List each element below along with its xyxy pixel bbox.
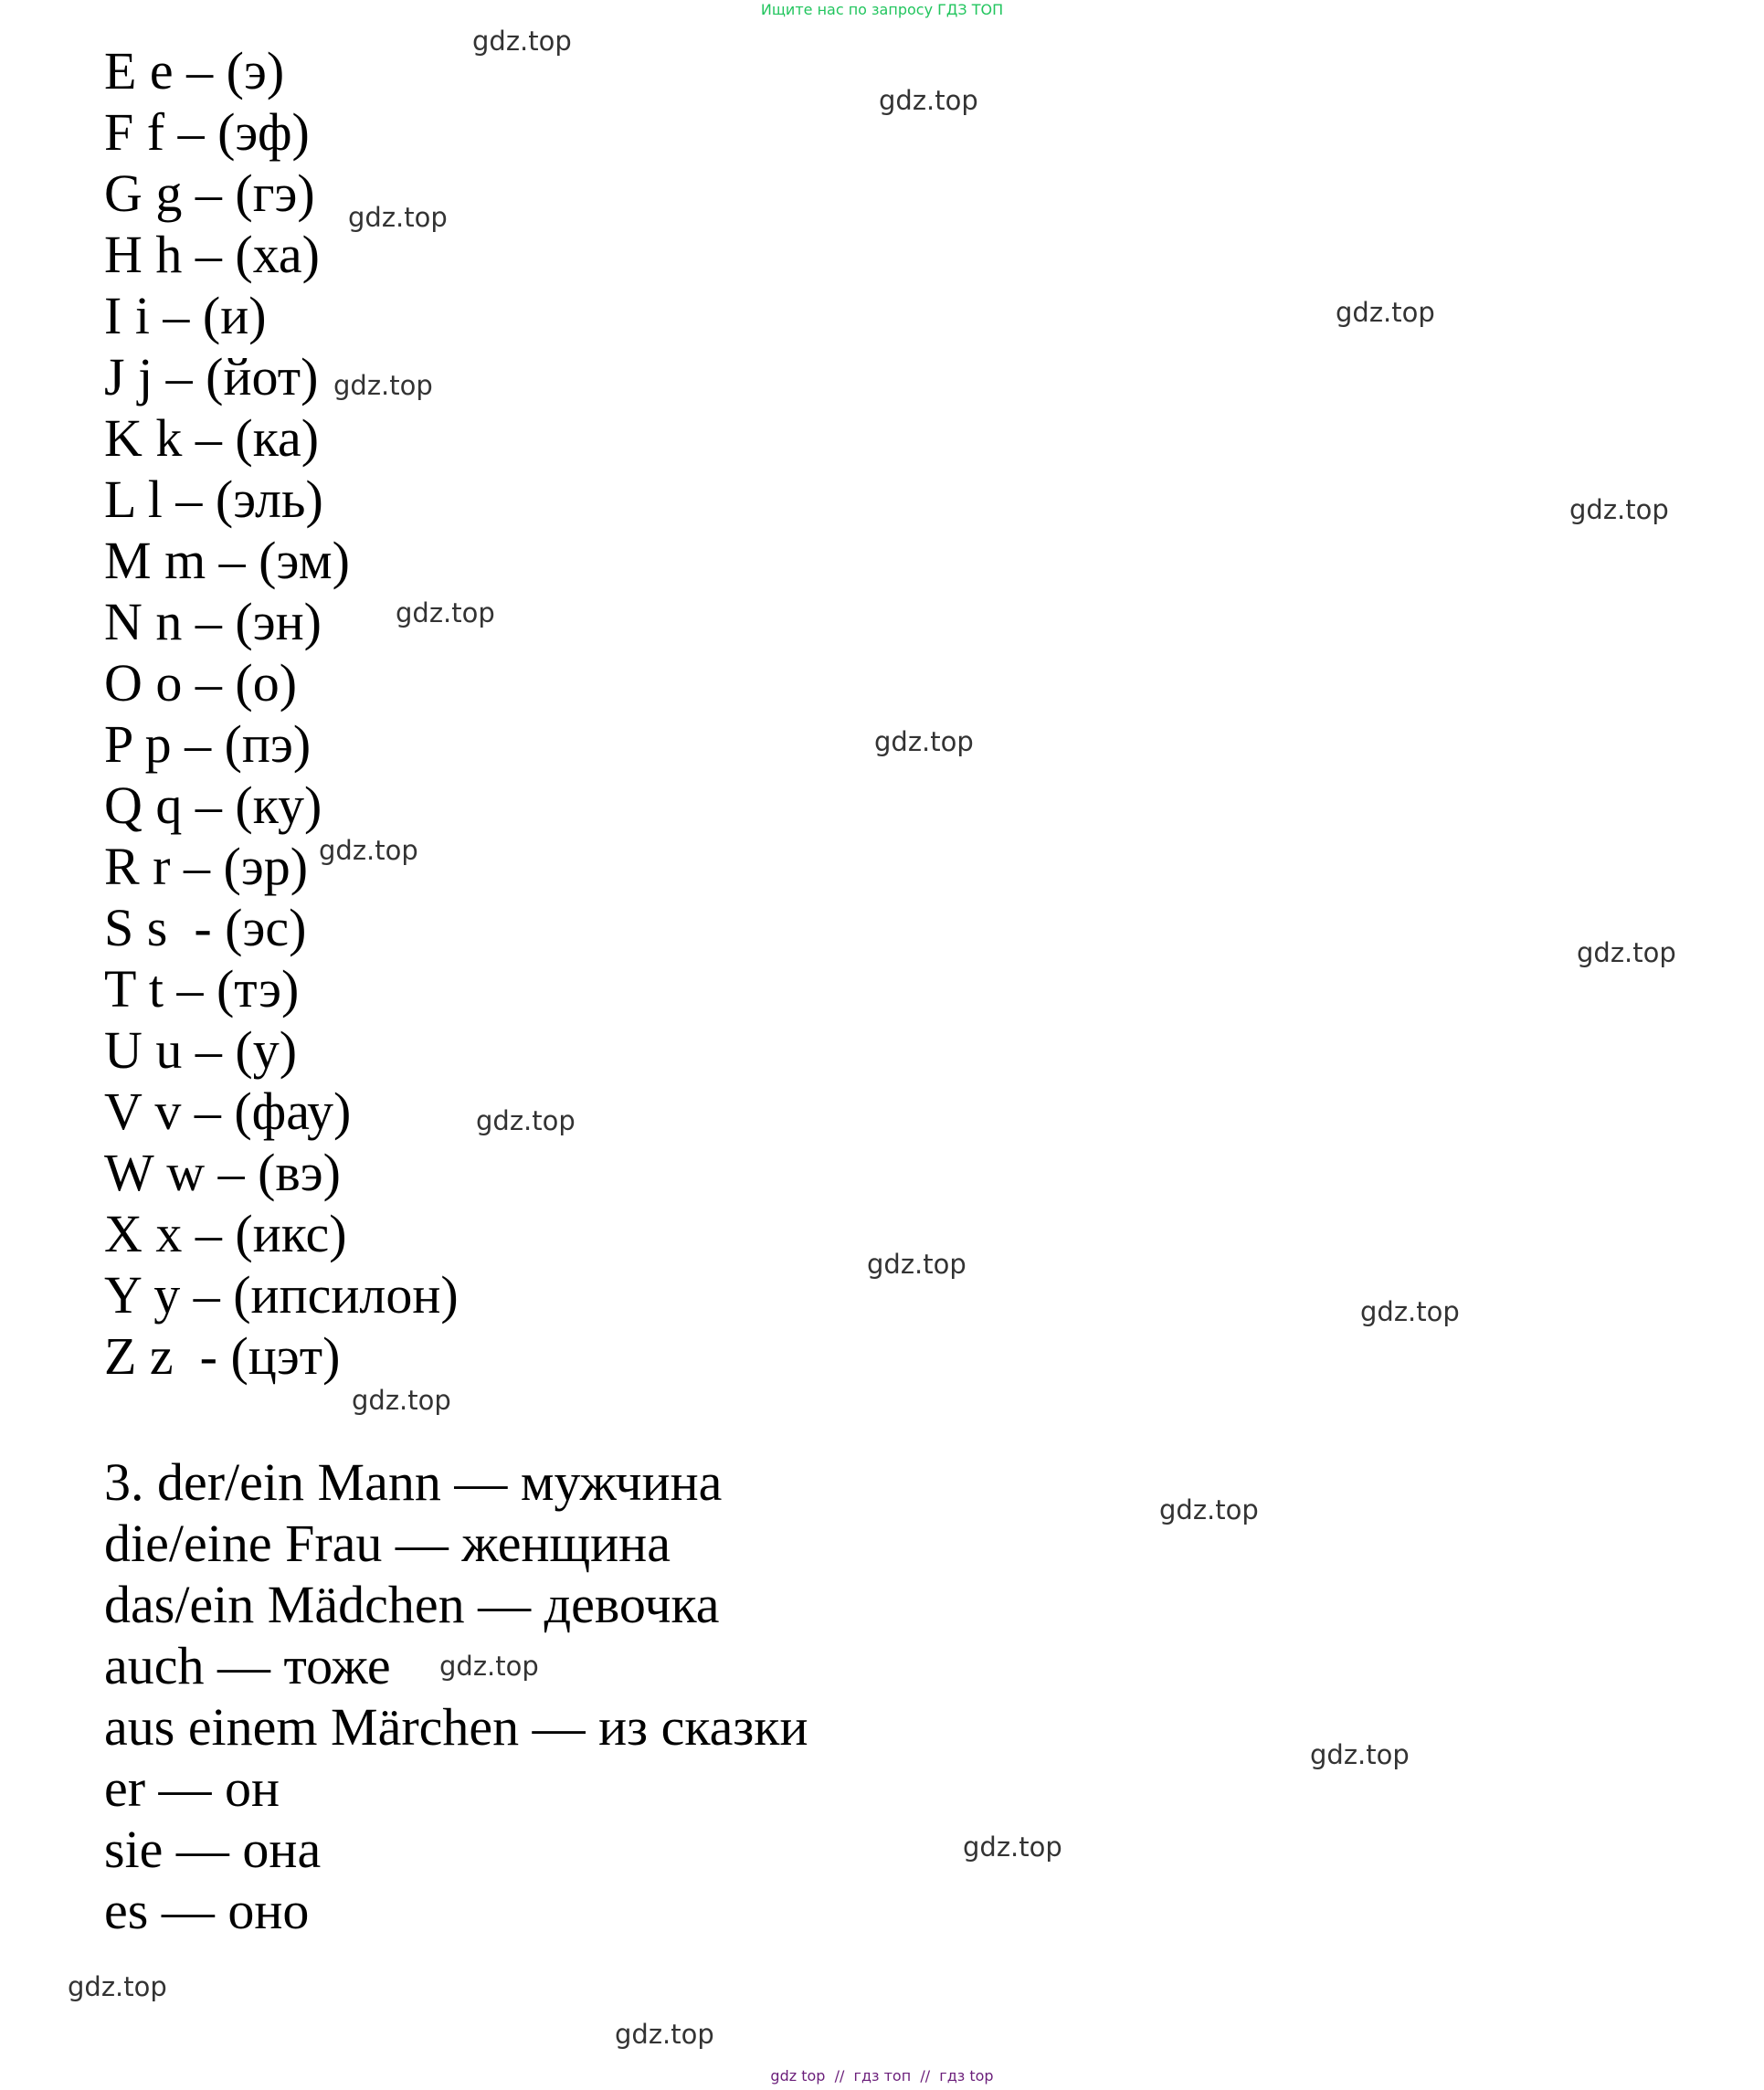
top-banner[interactable]: Ищите нас по запросу ГДЗ ТОП (760, 1, 1004, 18)
alphabet-line: P p – (пэ) (104, 714, 312, 774)
watermark: gdz.top (476, 1105, 576, 1136)
watermark: gdz.top (352, 1385, 451, 1416)
alphabet-line: N n – (эн) (104, 592, 322, 651)
watermark: gdz.top (396, 597, 495, 628)
watermark: gdz.top (1360, 1296, 1460, 1327)
watermark: gdz.top (68, 1971, 167, 2002)
alphabet-line: K k – (ка) (104, 408, 320, 468)
watermark: gdz.top (439, 1651, 539, 1682)
alphabet-line: M m – (эм) (104, 531, 350, 590)
footer-links[interactable]: gdz top // гдз топ // гдз top (770, 2067, 994, 2085)
alphabet-line: F f – (эф) (104, 102, 310, 162)
alphabet-line: Y y – (ипсилон) (104, 1265, 459, 1325)
alphabet-line: Q q – (ку) (104, 776, 322, 835)
watermark: gdz.top (333, 370, 433, 401)
watermark: gdz.top (963, 1831, 1062, 1863)
alphabet-line: J j – (йот) (104, 347, 319, 406)
vocabulary-line: das/ein Mädchen — девочка (104, 1575, 720, 1634)
alphabet-line: L l – (эль) (104, 470, 323, 529)
vocabulary-line: 3. der/ein Mann — мужчина (104, 1452, 723, 1512)
vocabulary-line: sie — она (104, 1820, 322, 1879)
alphabet-line: R r – (эр) (104, 837, 309, 896)
vocabulary-line: aus einem Märchen — из сказки (104, 1697, 808, 1757)
vocabulary-line: er — он (104, 1758, 280, 1818)
alphabet-line: I i – (и) (104, 286, 267, 345)
alphabet-line: G g – (гэ) (104, 164, 315, 223)
watermark: gdz.top (348, 202, 448, 233)
alphabet-line: H h – (ха) (104, 225, 320, 284)
alphabet-line: Z z - (цэт) (104, 1326, 341, 1386)
vocabulary-line: es — оно (104, 1881, 310, 1940)
alphabet-line: V v – (фау) (104, 1082, 352, 1141)
watermark: gdz.top (1569, 494, 1669, 525)
watermark: gdz.top (472, 26, 572, 57)
alphabet-line: E e – (э) (104, 41, 285, 100)
vocabulary-line: auch — тоже (104, 1636, 391, 1695)
watermark: gdz.top (1577, 937, 1676, 968)
vocabulary-line: die/eine Frau — женщина (104, 1514, 671, 1573)
watermark: gdz.top (1310, 1739, 1410, 1770)
watermark: gdz.top (867, 1249, 967, 1280)
alphabet-line: S s - (эс) (104, 898, 307, 957)
alphabet-line: T t – (тэ) (104, 959, 300, 1019)
alphabet-line: W w – (вэ) (104, 1143, 341, 1202)
alphabet-line: X x – (икс) (104, 1204, 347, 1263)
watermark: gdz.top (319, 835, 418, 866)
watermark: gdz.top (879, 85, 978, 116)
alphabet-line: U u – (у) (104, 1020, 298, 1080)
watermark: gdz.top (874, 726, 974, 757)
alphabet-line: O o – (о) (104, 653, 298, 712)
watermark: gdz.top (1336, 297, 1435, 328)
watermark: gdz.top (1159, 1494, 1259, 1525)
watermark: gdz.top (615, 2019, 714, 2050)
